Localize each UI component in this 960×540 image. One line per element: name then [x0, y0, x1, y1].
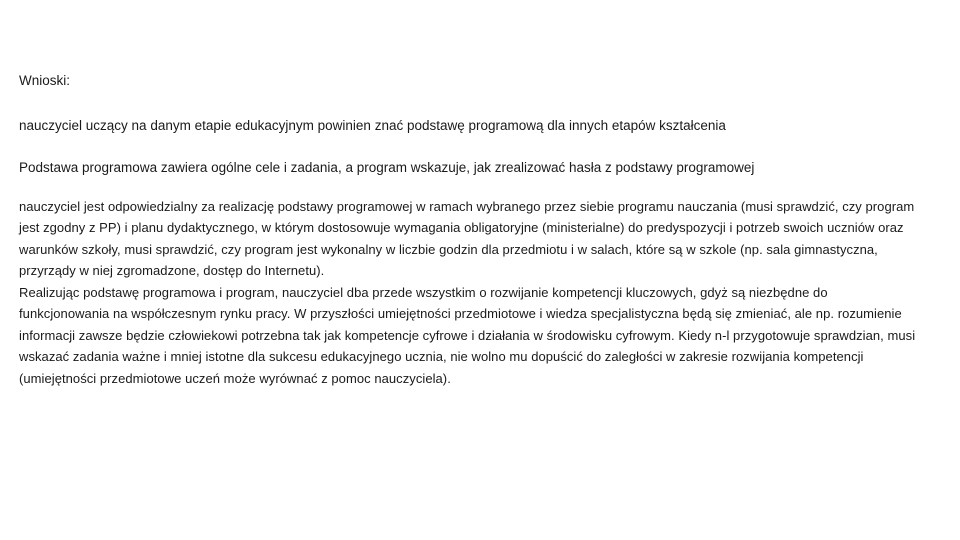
conclusion-paragraph-1: nauczyciel uczący na danym etapie edukacyjnym powinien znać podstawę programową dla innych etapów kształcenia: [19, 118, 726, 133]
body-paragraph-1: nauczyciel jest odpowiedzialny za realizację podstawy programowej w ramach wybranego przez siebie programu nauczania (musi sprawdzić, czy program jest zgodny z PP) i planu dydaktycznego, w którym dostosowuje wymagania obligatoryjne (ministerialne) do predyspozycji i potrzeb swoich uczniów oraz warunków szkoły, musi sprawdzić, czy program jest wykonalny w liczbie godzin dla przedmiotu i w salach, które są w szkole (np. sala gimnastyczna, przyrządy w niej zgromadzone, dostęp do Internetu).: [19, 198, 915, 278]
slide-content: [19, 72, 919, 389]
conclusion-paragraph-2: Podstawa programowa zawiera ogólne cele i zadania, a program wskazuje, jak zrealizować hasła z podstawy programowej: [19, 160, 755, 175]
conclusions-heading: Wnioski:: [19, 73, 71, 88]
body-paragraph-2: Realizując podstawę programowa i program, nauczyciel dba przede wszystkim o rozwijanie kompetencji kluczowych, gdyż są niezbędne do funkcjonowania na współczesnym rynku pracy. W przyszłości umiejętności przedmiotowe i wiedza specjalistyczna będą się zmieniać, ale np. rozumienie informacji zawsze będzie człowiekowi potrzebna tak jak kompetencje cyfrowe i działania w środowisku cyfrowym. Kiedy n-l przygotowuje sprawdzian, musi wskazać zadania ważne i mniej istotne dla sukcesu edukacyjnego ucznia, nie wolno mu dopuścić do zaległości w zakresie rozwijania kompetencji (umiejętności przedmiotowe uczeń może wyrównać z pomoc nauczyciela).: [19, 284, 916, 386]
